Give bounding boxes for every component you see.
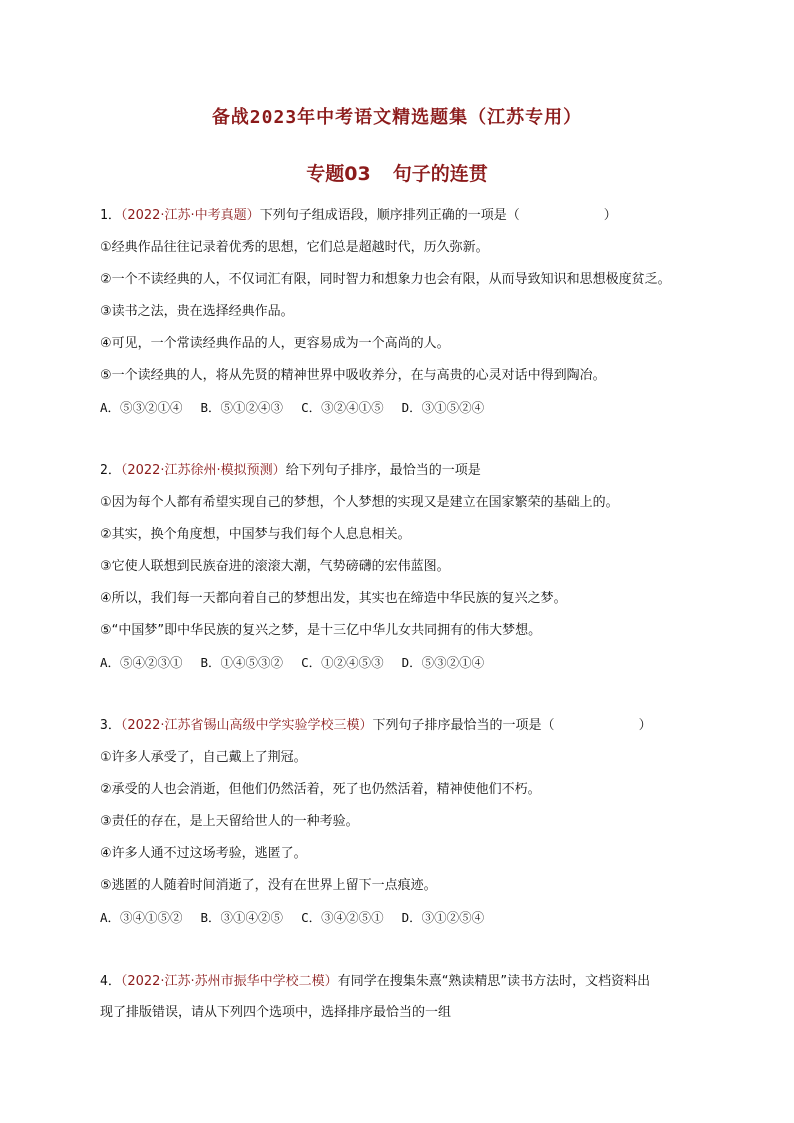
question-3-sentence: ②承受的人也会消逝，但他们仍然活着，死了也仍然活着，精神使他们不朽。	[100, 782, 541, 797]
question-3-sentence: ⑤逃匿的人随着时间消逝了，没有在世界上留下一点痕迹。	[100, 878, 437, 893]
question-2-source: （2022·江苏徐州·模拟预测）	[120, 463, 286, 478]
question-3-sentence: ③责任的存在，是上天留给世人的一种考验。	[100, 814, 359, 829]
section-title	[0, 159, 794, 186]
question-2-sentence: ①因为每个人都有希望实现自己的梦想，个人梦想的实现又是建立在国家繁荣的基础上的。	[100, 495, 619, 510]
question-2-sentence: ③它使人联想到民族奋进的滚滚大潮，气势磅礴的宏伟蓝图。	[100, 559, 450, 574]
option-c: C．③②④①⑤	[301, 400, 384, 415]
question-3-sentence: ①许多人承受了，自己戴上了荆冠。	[100, 750, 307, 765]
question-4-stem: 4．（2022·江苏·苏州市振华中学校二模）有同学在搜集朱熹“熟读精思”读书方法时，文档资料出	[100, 974, 651, 989]
option-a: A．⑤③②①④	[100, 400, 183, 415]
question-2-sentence: ②其实，换个角度想，中国梦与我们每个人息息相关。	[100, 527, 411, 542]
option-b: B．③①④②⑤	[200, 910, 284, 925]
question-1-sentence: ⑤一个读经典的人，将从先贤的精神世界中吸收养分，在与高贵的心灵对话中得到陶冶。	[100, 368, 606, 383]
option-b: B．①④⑤③②	[200, 655, 284, 670]
section-name: 句子的连贯	[392, 163, 488, 185]
question-1-options	[100, 398, 502, 418]
option-c: C．③④②⑤①	[301, 910, 384, 925]
question-1-stem: 1．（2022·江苏·中考真题）下列句子组成语段，顺序排列正确的一项是（ ）	[100, 208, 617, 223]
question-2-options	[100, 653, 502, 673]
question-2-sentence: ⑤“中国梦”即中华民族的复兴之梦，是十三亿中华儿女共同拥有的伟大梦想。	[100, 623, 542, 638]
question-1-sentence: ④可见，一个常读经典作品的人，更容易成为一个高尚的人。	[100, 336, 450, 351]
question-3-sentence: ④许多人通不过这场考验，逃匿了。	[100, 846, 307, 861]
option-a: A．③④①⑤②	[100, 910, 183, 925]
question-1-sentence: ③读书之法，贵在选择经典作品。	[100, 304, 294, 319]
option-c: C．①②④⑤③	[301, 655, 384, 670]
option-b: B．⑤①②④③	[200, 400, 284, 415]
question-1-source: （2022·江苏·中考真题）	[120, 208, 260, 223]
question-4-stem-continued: 现了排版错误，请从下列四个选项中，选择排序最恰当的一组	[100, 1005, 452, 1020]
question-3-stem: 3．（2022·江苏省锡山高级中学实验学校三模）下列句子排序最恰当的一项是（ ）	[100, 718, 652, 733]
document-title: 备战2023年中考语文精选题集（江苏专用）	[211, 107, 583, 128]
question-2-stem: 2．（2022·江苏徐州·模拟预测）给下列句子排序，最恰当的一项是	[100, 463, 481, 478]
option-d: D．③①⑤②④	[401, 400, 485, 415]
option-a: A．⑤④②③①	[100, 655, 183, 670]
question-1-sentence: ①经典作品往往记录着优秀的思想，它们总是超越时代，历久弥新。	[100, 240, 489, 255]
question-4-source: （2022·江苏·苏州市振华中学校二模）	[120, 974, 338, 989]
question-2-sentence: ④所以，我们每一天都向着自己的梦想出发，其实也在缔造中华民族的复兴之梦。	[100, 591, 567, 606]
option-d: D．③①②⑤④	[401, 910, 485, 925]
question-3-source: （2022·江苏省锡山高级中学实验学校三模）	[120, 718, 373, 733]
question-3-options	[100, 908, 502, 928]
section-number: 专题03	[306, 163, 371, 185]
question-1-sentence: ②一个不读经典的人，不仅词汇有限，同时智力和想象力也会有限，从而导致知识和思想极度贫乏。	[100, 272, 671, 287]
option-d: D．⑤③②①④	[401, 655, 485, 670]
